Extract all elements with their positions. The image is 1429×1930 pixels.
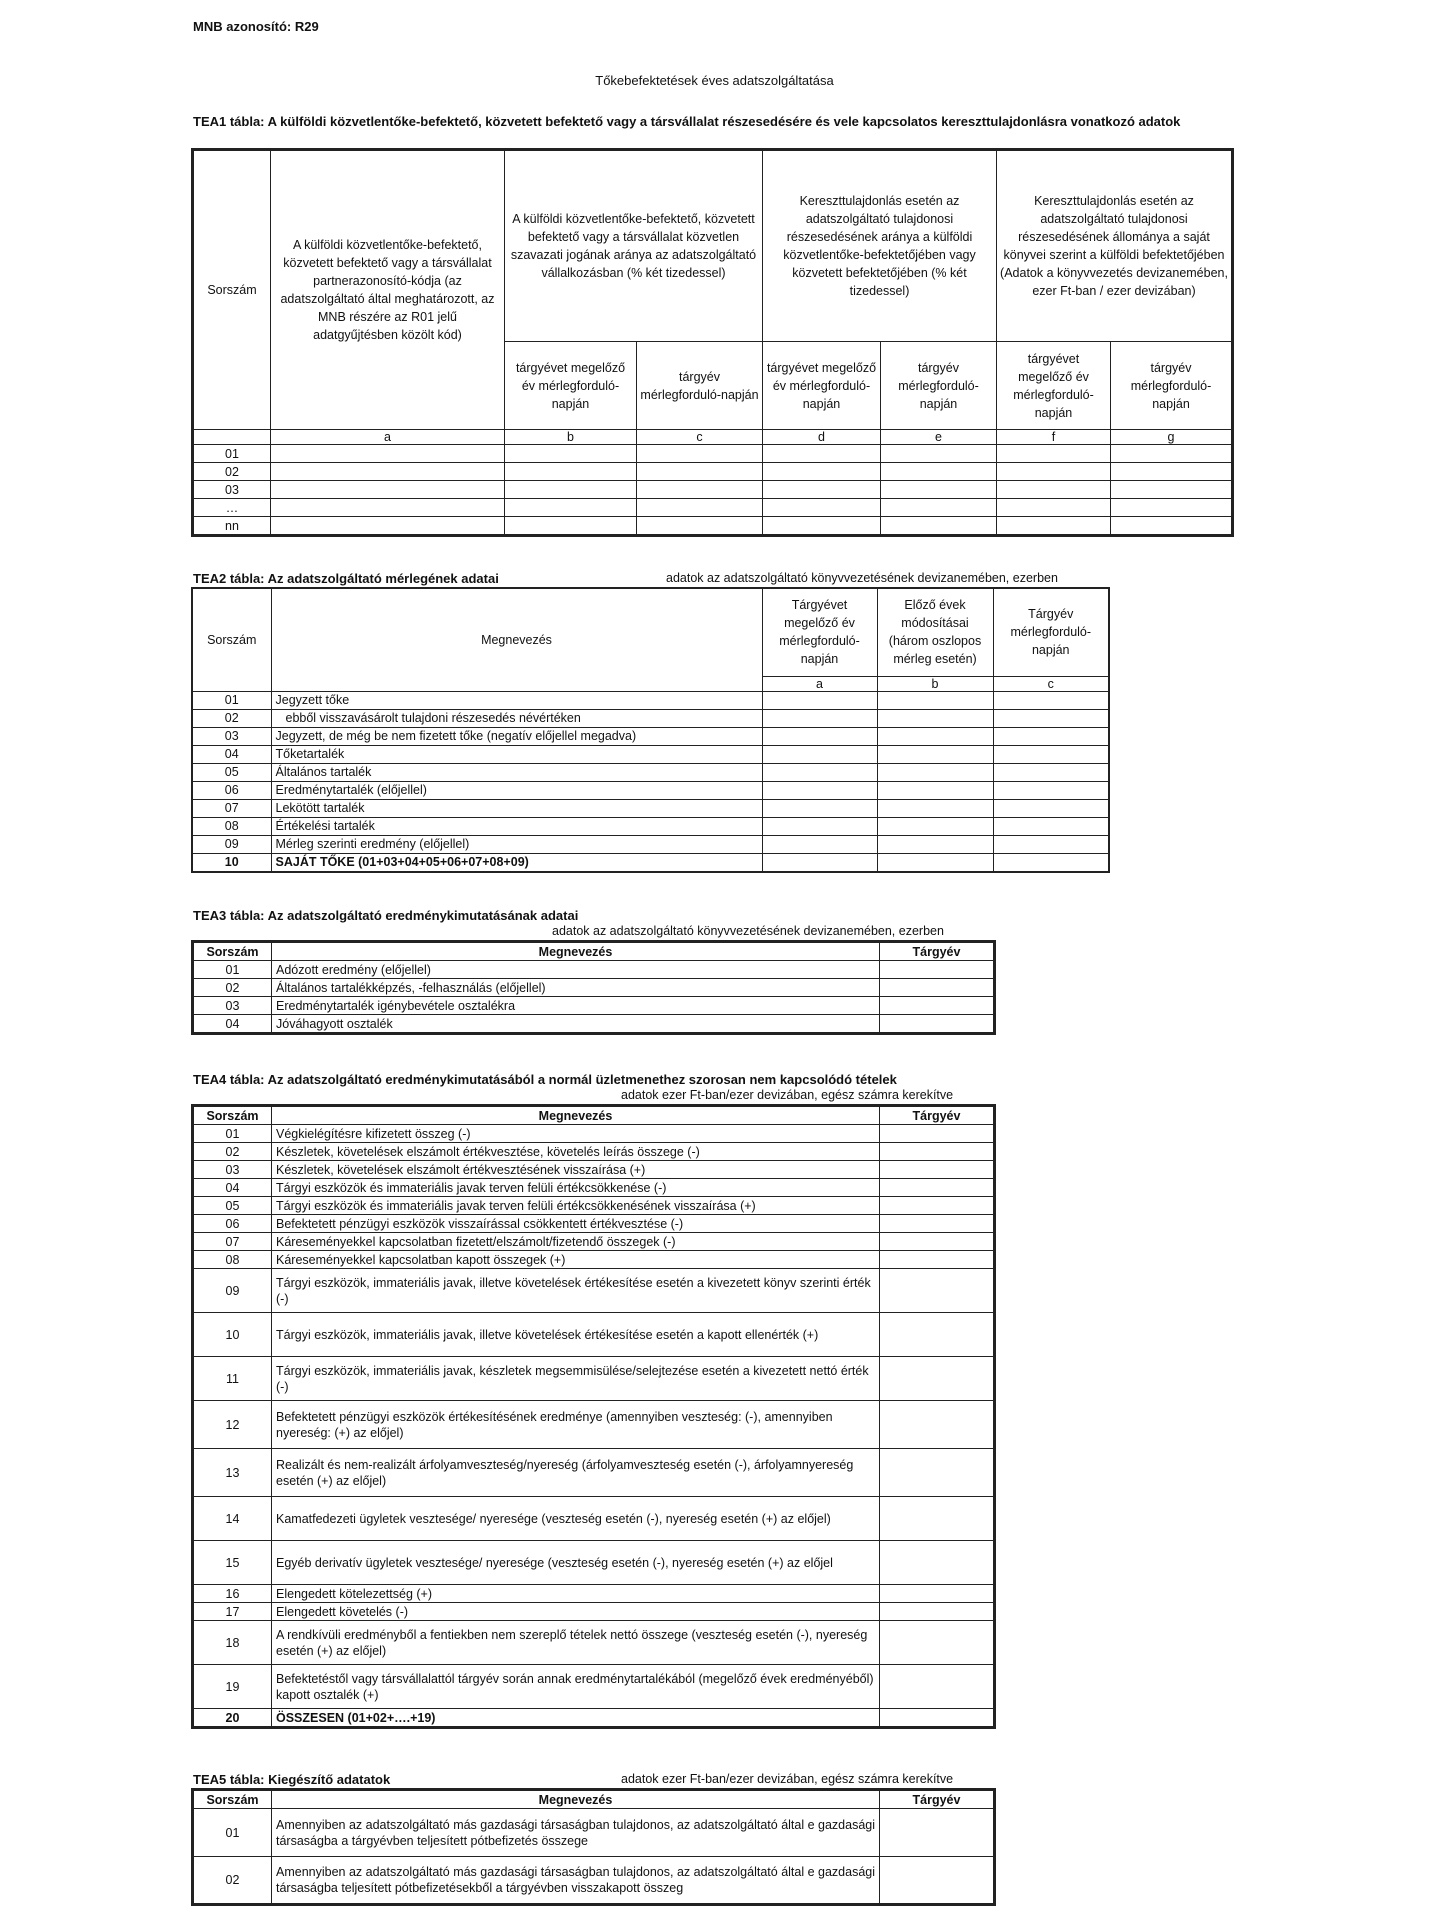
tea1-cell[interactable] [505, 499, 637, 517]
tea1-cell[interactable] [1111, 499, 1233, 517]
tea4-row-label: Készletek, követelések elszámolt értékvesztése, követelés leírás összege (-) [272, 1143, 880, 1161]
tea4-row [193, 1621, 995, 1665]
tea4-table [191, 1104, 996, 1729]
tea5-value-cell[interactable] [880, 1809, 995, 1857]
tea2-row-number: 03 [192, 727, 271, 745]
tea1-cell[interactable] [505, 517, 637, 536]
tea1-row-num: 03 [193, 481, 271, 499]
tea4-value-cell[interactable] [880, 1585, 995, 1603]
tea1-cell[interactable] [637, 445, 763, 463]
tea4-header-name: Megnevezés [272, 1106, 880, 1125]
tea1-letter-f: f [997, 430, 1111, 445]
tea3-note: adatok az adatszolgáltató könyvvezetésének devizanemében, ezerben [552, 924, 944, 938]
tea3-value-cell[interactable] [880, 1015, 995, 1034]
tea4-row-label: A rendkívüli eredményből a fentiekben nem szereplő tételek nettó összege (veszteség esetén (-), nyereség esetén (+) az előjel) [272, 1621, 880, 1665]
tea2-value-cell[interactable] [877, 691, 993, 709]
tea1-header-a: A külföldi közvetlentőke-befektető, közvetett befektető vagy a társvállalat partnerazonosító-kódja (az adatszolgáltató által meghatározott, az MNB részére az R01 jelű adatgyűjtésben közölt kód) [271, 150, 505, 430]
tea4-row-label: Befektetett pénzügyi eszközök értékesítésének eredménye (amennyiben veszteség: (-), amennyiben nyereség: (+) az előjel) [272, 1401, 880, 1449]
tea4-row-number: 06 [193, 1215, 272, 1233]
tea1-sub-b: tárgyévet megelőző év mérlegforduló-napján [505, 342, 637, 430]
tea2-row [192, 799, 1109, 817]
tea2-row-label: Mérleg szerinti eredmény (előjellel) [271, 835, 762, 853]
tea2-value-cell[interactable] [877, 727, 993, 745]
tea3-row [193, 979, 995, 997]
tea2-caption: TEA2 tábla: Az adatszolgáltató mérlegének adatai [193, 571, 499, 586]
tea4-row-number: 19 [193, 1665, 272, 1709]
tea4-row [193, 1665, 995, 1709]
tea2-value-cell[interactable] [762, 835, 877, 853]
tea4-row [193, 1269, 995, 1313]
tea4-row-label: Tárgyi eszközök és immateriális javak terven felüli értékcsökkenése (-) [272, 1179, 880, 1197]
tea2-row-number: 10 [192, 853, 271, 872]
tea4-value-cell[interactable] [880, 1709, 995, 1728]
tea1-cell[interactable] [997, 481, 1111, 499]
tea3-header-sorszam: Sorszám [193, 942, 272, 961]
tea4-row [193, 1251, 995, 1269]
tea4-value-cell[interactable] [880, 1603, 995, 1621]
tea4-value-cell[interactable] [880, 1179, 995, 1197]
tea5-row [193, 1809, 995, 1857]
tea2-row-number: 01 [192, 691, 271, 709]
tea2-value-cell[interactable] [877, 745, 993, 763]
tea2-header-c: Tárgyév mérlegforduló-napján [993, 588, 1109, 676]
tea1-header-group-fg: Kereszttulajdonlás esetén az adatszolgáltató tulajdonosi részesedésének állománya a saját könyvei szerint a külföldi befektetőjében (Adatok a könyvvezetés devizanemében, ezer Ft-ban / ezer devizában) [997, 150, 1233, 342]
tea3-row-number: 04 [193, 1015, 272, 1034]
tea5-value-cell[interactable] [880, 1857, 995, 1905]
tea4-row-label: ÖSSZESEN (01+02+….+19) [272, 1709, 880, 1728]
tea4-value-cell[interactable] [880, 1497, 995, 1541]
tea4-value-cell[interactable] [880, 1215, 995, 1233]
tea4-value-cell[interactable] [880, 1313, 995, 1357]
document-title: Tőkebefektetések éves adatszolgáltatása [595, 73, 834, 88]
tea2-row-number: 07 [192, 799, 271, 817]
tea4-value-cell[interactable] [880, 1449, 995, 1497]
tea4-row [193, 1161, 995, 1179]
tea4-row [193, 1541, 995, 1585]
tea1-cell[interactable] [997, 445, 1111, 463]
tea2-row-label: SAJÁT TŐKE (01+03+04+05+06+07+08+09) [271, 853, 762, 872]
tea1-cell[interactable] [271, 517, 505, 536]
tea1-cell[interactable] [763, 517, 881, 536]
tea4-value-cell[interactable] [880, 1541, 995, 1585]
tea4-value-cell[interactable] [880, 1401, 995, 1449]
tea3-row-number: 03 [193, 997, 272, 1015]
tea2-letter-c: c [993, 676, 1109, 691]
tea5-note: adatok ezer Ft-ban/ezer devizában, egész számra kerekítve [621, 1772, 954, 1786]
tea4-row [193, 1313, 995, 1357]
tea2-row [192, 763, 1109, 781]
tea5-row-number: 01 [193, 1809, 272, 1857]
tea2-value-cell[interactable] [762, 799, 877, 817]
tea4-row-number: 10 [193, 1313, 272, 1357]
tea5-table [191, 1788, 996, 1906]
tea2-row-label: Értékelési tartalék [271, 817, 762, 835]
tea4-value-cell[interactable] [880, 1251, 995, 1269]
tea4-row-label: Tárgyi eszközök, immateriális javak, illetve követelések értékesítése esetén a kapott ellenérték (+) [272, 1313, 880, 1357]
tea4-row-number: 12 [193, 1401, 272, 1449]
tea4-note: adatok ezer Ft-ban/ezer devizában, egész számra kerekítve [621, 1088, 954, 1102]
tea4-row-number: 15 [193, 1541, 272, 1585]
tea1-cell[interactable] [997, 517, 1111, 536]
tea4-row-label: Realizált és nem-realizált árfolyamveszteség/nyereség (árfolyamveszteség esetén (-), árfolyamnyereség esetén (+) az előjel) [272, 1449, 880, 1497]
tea2-value-cell[interactable] [877, 853, 993, 872]
tea1-cell[interactable] [881, 517, 997, 536]
tea1-cell[interactable] [1111, 517, 1233, 536]
tea2-value-cell[interactable] [877, 835, 993, 853]
tea2-row-number: 06 [192, 781, 271, 799]
tea4-value-cell[interactable] [880, 1665, 995, 1709]
tea1-row-num: 01 [193, 445, 271, 463]
tea2-row-number: 09 [192, 835, 271, 853]
tea2-value-cell[interactable] [993, 781, 1109, 799]
tea5-header-value: Tárgyév [880, 1790, 995, 1809]
tea1-cell[interactable] [1111, 463, 1233, 481]
tea2-value-cell[interactable] [877, 781, 993, 799]
tea2-row [192, 727, 1109, 745]
tea2-value-cell[interactable] [762, 853, 877, 872]
tea2-row [192, 835, 1109, 853]
tea4-value-cell[interactable] [880, 1125, 995, 1143]
tea2-table [191, 587, 1110, 873]
tea4-row [193, 1143, 995, 1161]
tea2-row-label: Jegyzett, de még be nem fizetett tőke (negatív előjellel megadva) [271, 727, 762, 745]
tea4-row-label: Kamatfedezeti ügyletek vesztesége/ nyeresége (veszteség esetén (-), nyereség esetén (+) az előjel) [272, 1497, 880, 1541]
tea4-header-value: Tárgyév [880, 1106, 995, 1125]
tea4-value-cell[interactable] [880, 1233, 995, 1251]
tea1-cell[interactable] [271, 463, 505, 481]
tea4-row-number: 05 [193, 1197, 272, 1215]
tea2-header-sorszam: Sorszám [192, 588, 271, 691]
tea4-row-label: Készletek, követelések elszámolt értékvesztésének visszaírása (+) [272, 1161, 880, 1179]
tea1-cell[interactable] [997, 463, 1111, 481]
tea1-table [191, 148, 1234, 537]
tea4-row-number: 07 [193, 1233, 272, 1251]
tea4-row-label: Befektetéstől vagy társvállalattól tárgyév során annak eredménytartalékából (megelőző évek eredményéből) kapott osztalék (+) [272, 1665, 880, 1709]
tea3-caption: TEA3 tábla: Az adatszolgáltató eredménykimutatásának adatai [193, 908, 579, 923]
tea3-header-value: Tárgyév [880, 942, 995, 961]
tea1-cell[interactable] [763, 463, 881, 481]
tea1-cell[interactable] [637, 517, 763, 536]
tea4-row [193, 1215, 995, 1233]
tea3-row-label: Adózott eredmény (előjellel) [272, 961, 880, 979]
tea3-row-number: 01 [193, 961, 272, 979]
tea4-row [193, 1233, 995, 1251]
tea5-caption: TEA5 tábla: Kiegészítő adatatok [193, 1772, 391, 1787]
tea1-caption: TEA1 tábla: A külföldi közvetlentőke-befektető, közvetett befektető vagy a társvállalat részesedésére és vele kapcsolatos kereszttulajdonlásra vonatkozó adatok [193, 114, 1181, 129]
tea2-header-name: Megnevezés [271, 588, 762, 691]
tea4-row-number: 18 [193, 1621, 272, 1665]
tea1-letter-g: g [1111, 430, 1233, 445]
tea4-caption: TEA4 tábla: Az adatszolgáltató eredménykimutatásából a normál üzletmenethez szorosan nem kapcsolódó tételek [193, 1072, 897, 1087]
tea1-cell[interactable] [1111, 445, 1233, 463]
tea2-note: adatok az adatszolgáltató könyvvezetésének devizanemében, ezerben [666, 571, 1058, 585]
tea4-header-sorszam: Sorszám [193, 1106, 272, 1125]
tea4-row-label: Végkielégítésre kifizetett összeg (-) [272, 1125, 880, 1143]
tea4-row-label: Befektetett pénzügyi eszközök visszaírással csökkentett értékvesztése (-) [272, 1215, 880, 1233]
tea5-row-label: Amennyiben az adatszolgáltató más gazdasági társaságban tulajdonos, az adatszolgáltató által e gazdasági társaságba teljesített pótbefizetésekből a tárgyévben visszakapott összeg [272, 1857, 880, 1905]
tea1-sub-g: tárgyév mérlegforduló-napján [1111, 342, 1233, 430]
tea2-row-label: Tőketartalék [271, 745, 762, 763]
tea2-letter-b: b [877, 676, 993, 691]
tea2-value-cell[interactable] [993, 763, 1109, 781]
tea4-row-number: 02 [193, 1143, 272, 1161]
tea5-header-sorszam: Sorszám [193, 1790, 272, 1809]
tea4-value-cell[interactable] [880, 1357, 995, 1401]
tea1-row-num: nn [193, 517, 271, 536]
tea4-row [193, 1357, 995, 1401]
tea1-header-group-bc: A külföldi közvetlentőke-befektető, közvetett befektető vagy a társvállalat közvetlen szavazati jogának aránya az adatszolgáltató vállalkozásban (% két tizedessel) [505, 150, 763, 342]
tea1-cell[interactable] [637, 481, 763, 499]
tea2-value-cell[interactable] [762, 745, 877, 763]
tea1-cell[interactable] [505, 445, 637, 463]
tea4-row [193, 1401, 995, 1449]
tea1-cell[interactable] [881, 481, 997, 499]
tea2-value-cell[interactable] [993, 835, 1109, 853]
tea3-value-cell[interactable] [880, 961, 995, 979]
tea4-row [193, 1179, 995, 1197]
tea2-value-cell[interactable] [993, 691, 1109, 709]
tea3-value-cell[interactable] [880, 997, 995, 1015]
tea2-row-number: 04 [192, 745, 271, 763]
tea2-value-cell[interactable] [877, 763, 993, 781]
tea2-value-cell[interactable] [993, 727, 1109, 745]
tea2-row-label: ebből visszavásárolt tulajdoni részesedés névértéken [271, 709, 762, 727]
form-id: MNB azonosító: R29 [193, 19, 319, 34]
tea4-row-label: Káreseményekkel kapcsolatban fizetett/elszámolt/fizetendő összegek (-) [272, 1233, 880, 1251]
tea2-row [192, 691, 1109, 709]
tea4-row-number: 09 [193, 1269, 272, 1313]
tea1-cell[interactable] [1111, 481, 1233, 499]
tea1-sub-e: tárgyév mérlegforduló-napján [881, 342, 997, 430]
tea1-letter-b: b [505, 430, 637, 445]
tea4-row-label: Tárgyi eszközök, immateriális javak, illetve követelések értékesítése esetén a kivezetett könyv szerinti érték (-) [272, 1269, 880, 1313]
tea1-row-num: 02 [193, 463, 271, 481]
tea1-cell[interactable] [881, 445, 997, 463]
tea2-value-cell[interactable] [877, 817, 993, 835]
tea4-row-label: Elengedett kötelezettség (+) [272, 1585, 880, 1603]
tea4-row [193, 1125, 995, 1143]
tea2-value-cell[interactable] [762, 709, 877, 727]
tea4-row-number: 13 [193, 1449, 272, 1497]
tea4-row-number: 20 [193, 1709, 272, 1728]
tea4-row-number: 17 [193, 1603, 272, 1621]
tea4-row-number: 03 [193, 1161, 272, 1179]
tea4-row-number: 04 [193, 1179, 272, 1197]
tea3-row [193, 1015, 995, 1034]
tea4-row [193, 1197, 995, 1215]
tea2-value-cell[interactable] [762, 691, 877, 709]
tea4-row-number: 16 [193, 1585, 272, 1603]
tea2-row [192, 817, 1109, 835]
tea3-value-cell[interactable] [880, 979, 995, 997]
tea1-cell[interactable] [505, 481, 637, 499]
tea4-value-cell[interactable] [880, 1621, 995, 1665]
tea2-row [192, 745, 1109, 763]
tea1-cell[interactable] [881, 499, 997, 517]
tea2-value-cell[interactable] [993, 745, 1109, 763]
tea4-row-number: 01 [193, 1125, 272, 1143]
tea4-row [193, 1603, 995, 1621]
tea2-value-cell[interactable] [877, 799, 993, 817]
tea4-value-cell[interactable] [880, 1161, 995, 1179]
tea1-cell[interactable] [637, 463, 763, 481]
tea4-row [193, 1585, 995, 1603]
tea2-row-label: Általános tartalék [271, 763, 762, 781]
tea1-letter-e: e [881, 430, 997, 445]
tea3-header-name: Megnevezés [272, 942, 880, 961]
tea1-header-sorszam: Sorszám [193, 150, 271, 430]
tea4-row-label: Egyéb derivatív ügyletek vesztesége/ nyeresége (veszteség esetén (-), nyereség esetén (+) az előjel [272, 1541, 880, 1585]
tea4-row-label: Káreseményekkel kapcsolatban kapott összegek (+) [272, 1251, 880, 1269]
tea2-row-label: Eredménytartalék (előjellel) [271, 781, 762, 799]
tea2-value-cell[interactable] [993, 853, 1109, 872]
tea2-value-cell[interactable] [762, 817, 877, 835]
tea4-row [193, 1709, 995, 1728]
tea3-row-label: Jóváhagyott osztalék [272, 1015, 880, 1034]
tea1-cell[interactable] [763, 445, 881, 463]
tea4-row-number: 14 [193, 1497, 272, 1541]
tea2-row-label: Lekötött tartalék [271, 799, 762, 817]
tea2-value-cell[interactable] [993, 709, 1109, 727]
tea3-row [193, 997, 995, 1015]
tea2-row [192, 853, 1109, 872]
tea2-row-label: Jegyzett tőke [271, 691, 762, 709]
tea2-value-cell[interactable] [762, 727, 877, 745]
tea1-cell[interactable] [997, 499, 1111, 517]
tea1-sub-f: tárgyévet megelőző év mérlegforduló-napján [997, 342, 1111, 430]
tea4-row-label: Elengedett követelés (-) [272, 1603, 880, 1621]
tea2-row-number: 08 [192, 817, 271, 835]
tea2-row [192, 709, 1109, 727]
tea4-value-cell[interactable] [880, 1269, 995, 1313]
tea4-row-label: Tárgyi eszközök és immateriális javak terven felüli értékcsökkenésének visszaírása (+) [272, 1197, 880, 1215]
tea3-row-label: Eredménytartalék igénybevétele osztalékra [272, 997, 880, 1015]
tea1-cell[interactable] [763, 481, 881, 499]
tea2-letter-a: a [762, 676, 877, 691]
tea2-row [192, 781, 1109, 799]
tea4-row [193, 1449, 995, 1497]
tea1-cell[interactable] [271, 481, 505, 499]
tea5-row-label: Amennyiben az adatszolgáltató más gazdasági társaságban tulajdonos, az adatszolgáltató által e gazdasági társaságba a tárgyévben teljesített pótbefizetés összege [272, 1809, 880, 1857]
tea2-value-cell[interactable] [993, 799, 1109, 817]
tea4-row-label: Tárgyi eszközök, immateriális javak, készletek megsemmisülése/selejtezése esetén a kivezetett nettó érték (-) [272, 1357, 880, 1401]
tea3-row-number: 02 [193, 979, 272, 997]
tea1-letter-a: a [271, 430, 505, 445]
tea5-row-number: 02 [193, 1857, 272, 1905]
tea1-cell[interactable] [881, 463, 997, 481]
tea2-row-number: 05 [192, 763, 271, 781]
tea3-table [191, 940, 996, 1035]
tea2-value-cell[interactable] [762, 781, 877, 799]
tea2-value-cell[interactable] [993, 817, 1109, 835]
tea3-row-label: Általános tartalékképzés, -felhasználás (előjellel) [272, 979, 880, 997]
tea2-header-a: Tárgyévet megelőző év mérlegforduló-napján [762, 588, 877, 676]
tea1-header-group-de: Kereszttulajdonlás esetén az adatszolgáltató tulajdonosi részesedésének aránya a külföldi közvetlentőke-befektetőjében vagy közvetett befektetőjében (% két tizedessel) [763, 150, 997, 342]
tea3-row [193, 961, 995, 979]
tea5-header-name: Megnevezés [272, 1790, 880, 1809]
tea2-header-b: Előző évek módosításai (három oszlopos mérleg esetén) [877, 588, 993, 676]
tea5-row [193, 1857, 995, 1905]
tea1-cell[interactable] [271, 499, 505, 517]
tea4-row-number: 11 [193, 1357, 272, 1401]
tea2-value-cell[interactable] [762, 763, 877, 781]
tea4-value-cell[interactable] [880, 1143, 995, 1161]
tea1-letter-c: c [637, 430, 763, 445]
tea1-row-num: … [193, 499, 271, 517]
tea1-cell[interactable] [505, 463, 637, 481]
tea2-row-number: 02 [192, 709, 271, 727]
tea4-value-cell[interactable] [880, 1197, 995, 1215]
tea1-cell[interactable] [763, 499, 881, 517]
tea4-row [193, 1497, 995, 1541]
tea1-sub-c: tárgyév mérlegforduló-napján [637, 342, 763, 430]
tea1-letter-d: d [763, 430, 881, 445]
tea1-sub-d: tárgyévet megelőző év mérlegforduló-napján [763, 342, 881, 430]
tea1-cell[interactable] [637, 499, 763, 517]
tea2-value-cell[interactable] [877, 709, 993, 727]
tea4-row-number: 08 [193, 1251, 272, 1269]
tea1-cell[interactable] [271, 445, 505, 463]
